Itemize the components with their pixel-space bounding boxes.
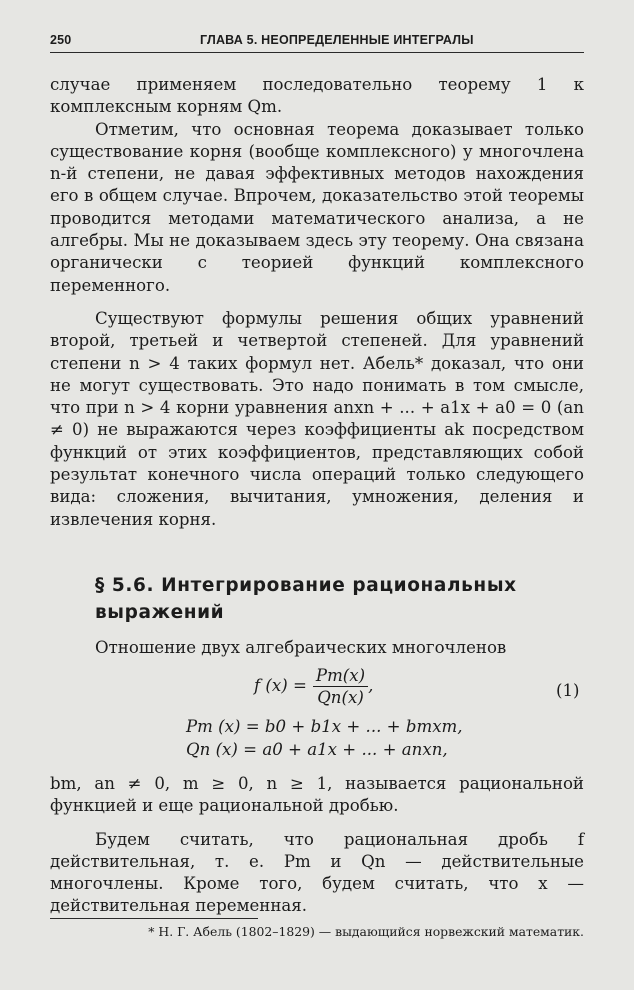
paragraph-4: bm, an ≠ 0, m ≥ 0, n ≥ 1, называется рациональной функцией и еще рациональной дробью. bbox=[50, 774, 584, 816]
formula-rational-function bbox=[254, 666, 373, 707]
chapter-title: ГЛАВА 5. НЕОПРЕДЕЛЕННЫЕ ИНТЕГРАЛЫ bbox=[200, 33, 474, 47]
body-text-bottom bbox=[50, 773, 584, 918]
paragraph-1: случае применяем последовательно теорему 1 к комплексным корням Qm. bbox=[50, 75, 584, 117]
formula-trailing-comma: , bbox=[368, 676, 374, 695]
equation-number: (1) bbox=[556, 681, 580, 700]
body-text-top bbox=[50, 74, 584, 531]
intro-line: Отношение двух алгебраических многочленов bbox=[95, 638, 507, 657]
formula-q-polynomial: Qn (x) = a0 + a1x + ... + anxn, bbox=[186, 740, 448, 759]
footnote-divider bbox=[50, 918, 258, 919]
paragraph-2: Отметим, что основная теорема доказывает только существование корня (вообще комплексного) у многочлена n-й степени, не давая эффективных методов нахождения его в общем случае. Впрочем, доказательство этой теоремы проводится методами математического анализа, а не алгебры. Мы не доказываем здесь эту теорему. Она связана органически с теорией функций комплексного переменного. bbox=[50, 119, 584, 295]
paragraph-5: Будем считать, что рациональная дробь f действительная, т. е. Pm и Qn — действительные многочлены. Кроме того, будем считать, что x — действительная переменная. bbox=[50, 829, 584, 916]
formula-lhs: f (x) = bbox=[254, 676, 307, 695]
page-number: 250 bbox=[50, 33, 72, 47]
formula-p-polynomial: Pm (x) = b0 + b1x + ... + bmxm, bbox=[186, 717, 463, 736]
intro-line-block bbox=[50, 637, 584, 659]
running-header bbox=[50, 30, 584, 53]
fraction-denominator: Qn(x) bbox=[317, 688, 364, 707]
formula-fraction bbox=[313, 666, 368, 707]
section-heading: § 5.6. Интегрирование рациональных выражений bbox=[95, 575, 517, 623]
paragraph-3: Существуют формулы решения общих уравнений второй, третьей и четвертой степеней. Для уравнений степени n > 4 таких формул нет. Абель* доказал, что они не могут существовать. Это надо понимать в том смысле, что при n > 4 корни уравнения anxn + ... + a1x + a0 = 0 (an ≠ 0) не выражаются через коэффициенты ak посредством функций от этих коэффициентов, представляющих собой результат конечного числа операций только следующего вида: сложения, вычитания, умножения, деления и извлечения корня. bbox=[50, 308, 584, 529]
fraction-numerator: Pm(x) bbox=[313, 666, 368, 687]
footnote: * Н. Г. Абель (1802–1829) — выдающийся норвежский математик. bbox=[148, 924, 584, 939]
